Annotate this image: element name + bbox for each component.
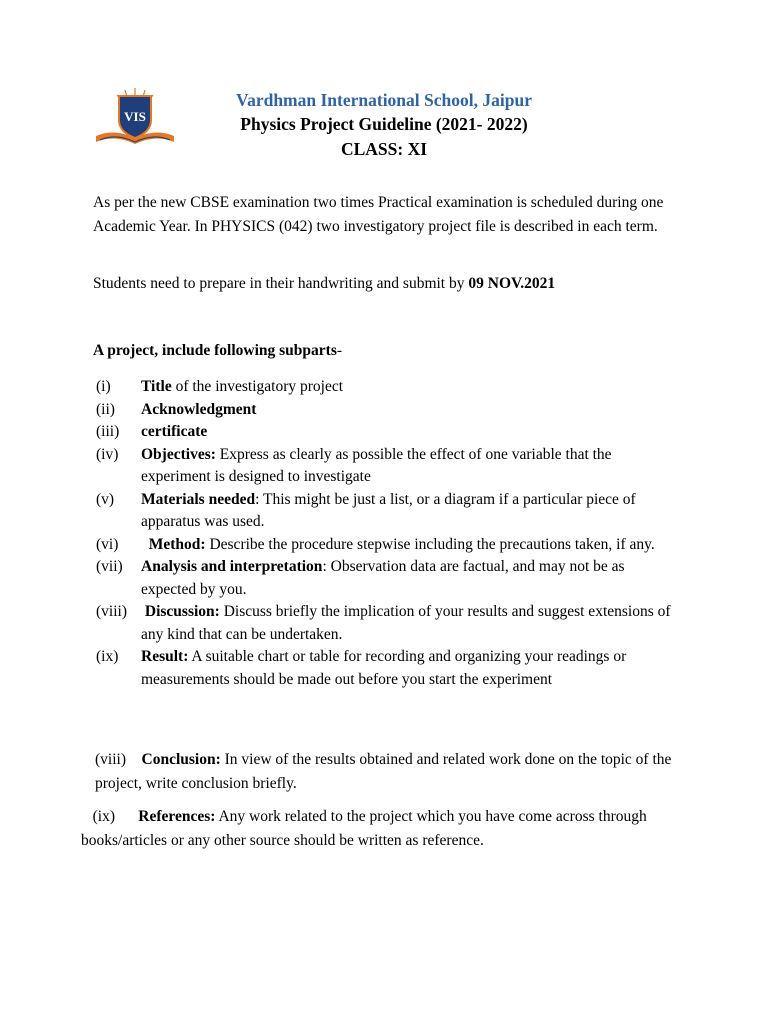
item-number: (i) [96,378,111,395]
list-item [96,534,676,557]
logo-letters: VIS [124,109,146,124]
submission-paragraph [93,272,683,296]
subparts-list [96,376,676,691]
conclusion-desc: In view of the results obtained and related work done on the topic of the project, write conclusion briefly. [95,751,672,792]
item-number: (vi) [96,535,119,553]
item-term: Title [141,378,172,395]
item-desc: Discuss briefly the implication of your results and suggest extensions of any kind that can be undertaken. [141,603,671,643]
subparts-heading: A project, include following subparts- [93,342,343,359]
list-item [96,376,676,399]
item-desc: of the investigatory project [171,378,344,395]
item-desc: : This might be just a list, or a diagram if a particular piece of apparatus was used. [141,490,636,530]
list-item [96,421,676,444]
list-item [96,646,676,691]
submission-date: 09 NOV.2021 [468,275,556,292]
intro-paragraph: As per the new CBSE examination two times Practical examination is scheduled during one Academic Year. In PHYSICS (042) two investigatory project file is described in each term. [93,194,664,235]
item-number: (vii) [96,558,123,575]
conclusion-paragraph [95,748,685,795]
list-item [96,444,676,489]
item-number: (v) [96,490,115,508]
document-title: Physics Project Guideline (2021- 2022) [240,114,528,134]
item-term: Materials needed [141,490,256,508]
item-term: Method: [148,535,206,553]
list-item [96,489,676,534]
references-desc: Any work related to the project which you have come across through books/articles or any other source should be written as reference. [81,808,647,849]
list-item [96,399,676,422]
item-term: Result: [141,648,189,665]
item-number: (ii) [96,400,115,418]
item-desc: : Observation data are factual, and may not be as expected by you. [141,558,625,598]
references-number: (ix) [92,808,116,825]
item-term: Analysis and interpretation [141,558,323,575]
item-desc: A suitable chart or table for recording and organizing your readings or measurements should be made out before you start the experiment [141,648,627,688]
item-desc: Express as clearly as possible the effect of one variable that the experiment is designed to investigate [141,445,612,485]
conclusion-number: (viii) [95,751,126,768]
item-number: (ix) [96,648,119,665]
references-paragraph [81,805,681,852]
submission-text: Students need to prepare in their handwriting and submit by [93,275,469,292]
references-term: References: [138,808,216,825]
item-term: Objectives: [141,445,216,463]
school-name: Vardhman International School, Jaipur [236,90,532,110]
item-number: (viii) [96,603,127,620]
class-line: CLASS: XI [340,139,428,159]
item-number: (iii) [96,423,120,440]
item-desc: Describe the procedure stepwise including the precautions taken, if any. [205,535,655,553]
item-number: (iv) [96,445,119,463]
item-term: Acknowledgment [141,400,257,418]
item-term: certificate [141,423,208,440]
list-item [96,556,676,601]
item-term: Discussion: [144,603,220,620]
list-item [96,601,676,646]
conclusion-term: Conclusion: [141,751,221,768]
